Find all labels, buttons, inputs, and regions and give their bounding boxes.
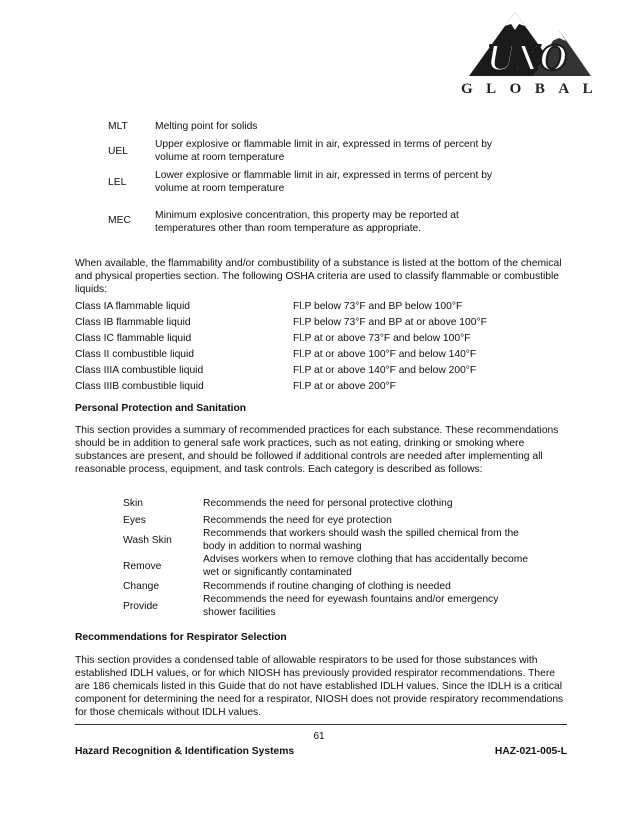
- class-criteria: Fl.P at or above 73°F and below 100°F: [293, 333, 471, 344]
- abbr-mec: MEC: [108, 215, 131, 226]
- class-name: Class IIIA combustible liquid: [75, 365, 204, 376]
- class-criteria: Fl.P below 73°F and BP at or above 100°F: [293, 317, 487, 328]
- footer-title: Hazard Recognition & Identification Systems: [75, 746, 295, 757]
- footer-doc-id: HAZ-021-005-L: [494, 746, 567, 757]
- def-uel: Upper explosive or flammable limit in air, expressed in terms of percent by volume at room temperature: [155, 139, 493, 163]
- class-criteria: Fl.P at or above 200°F: [293, 381, 396, 392]
- abbr-lel: LEL: [108, 177, 127, 188]
- resp-heading: Recommendations for Respirator Selection: [75, 632, 287, 643]
- pp-heading: Personal Protection and Sanitation: [75, 403, 247, 414]
- footer-divider: [75, 724, 567, 725]
- logo-brand: UXO: [486, 37, 568, 79]
- class-name: Class IIIB combustible liquid: [75, 381, 204, 392]
- def-mec: Minimum explosive concentration, this property may be reported at temperatures other than room temperature as appropriate.: [155, 210, 459, 234]
- pp-key: Eyes: [123, 515, 146, 526]
- pp-key: Provide: [123, 601, 158, 612]
- pp-intro: This section provides a summary of recommended practices for each substance. These recommendations should be in addition to general safe work practices, such as not eating, drinking or smoking where substances are present, and should be followed if additional controls are needed after implementing all reasonable process, equipment, and task controls. Each category is described as follows:: [75, 425, 559, 475]
- flammability-intro: When available, the flammability and/or combustibility of a substance is listed at the bottom of the chemical and physical properties section. The following OSHA criteria are used to classify flammable or combustible liquids:: [75, 258, 562, 295]
- def-mlt: Melting point for solids: [155, 121, 258, 132]
- mountain-logo-icon: [455, 8, 605, 80]
- class-name: Class II combustible liquid: [75, 349, 195, 360]
- page-number: 61: [313, 731, 325, 742]
- class-criteria: Fl.P at or above 100°F and below 140°F: [293, 349, 477, 360]
- pp-val: Recommends if routine changing of clothing is needed: [203, 581, 451, 592]
- abbr-uel: UEL: [108, 146, 129, 157]
- resp-intro: This section provides a condensed table of allowable respirators to be used for those substances with established IDLH values, or for which NIOSH has previously provided respirator recommendations. There are 186 chemicals listed in this Guide that do not have established IDLH values. Since the IDLH is a critical component for determining the need for a respirator, NIOSH does not provide respiratory recommendations for those chemicals without IDLH values.: [75, 655, 564, 718]
- abbr-mlt: MLT: [108, 121, 128, 132]
- pp-key: Skin: [123, 498, 144, 509]
- pp-val: Advises workers when to remove clothing that has accidentally become wet or significantly contaminated: [203, 554, 529, 578]
- class-criteria: Fl.P below 73°F and BP below 100°F: [293, 301, 463, 312]
- class-name: Class IC flammable liquid: [75, 333, 192, 344]
- pp-key: Wash Skin: [123, 535, 172, 546]
- company-logo: [455, 8, 605, 102]
- pp-val: Recommends the need for eye protection: [203, 515, 392, 526]
- def-lel: Lower explosive or flammable limit in air, expressed in terms of percent by volume at room temperature: [155, 170, 493, 194]
- logo-subtitle: GLOBAL: [461, 81, 607, 97]
- class-name: Class IB flammable liquid: [75, 317, 191, 328]
- class-name: Class IA flammable liquid: [75, 301, 191, 312]
- pp-key: Change: [123, 581, 160, 592]
- pp-val: Recommends the need for eyewash fountains and/or emergency shower facilities: [203, 594, 499, 618]
- pp-val: Recommends the need for personal protective clothing: [203, 498, 453, 509]
- class-criteria: Fl.P at or above 140°F and below 200°F: [293, 365, 477, 376]
- pp-val: Recommends that workers should wash the spilled chemical from the body in addition to normal washing: [203, 528, 519, 552]
- pp-key: Remove: [123, 561, 162, 572]
